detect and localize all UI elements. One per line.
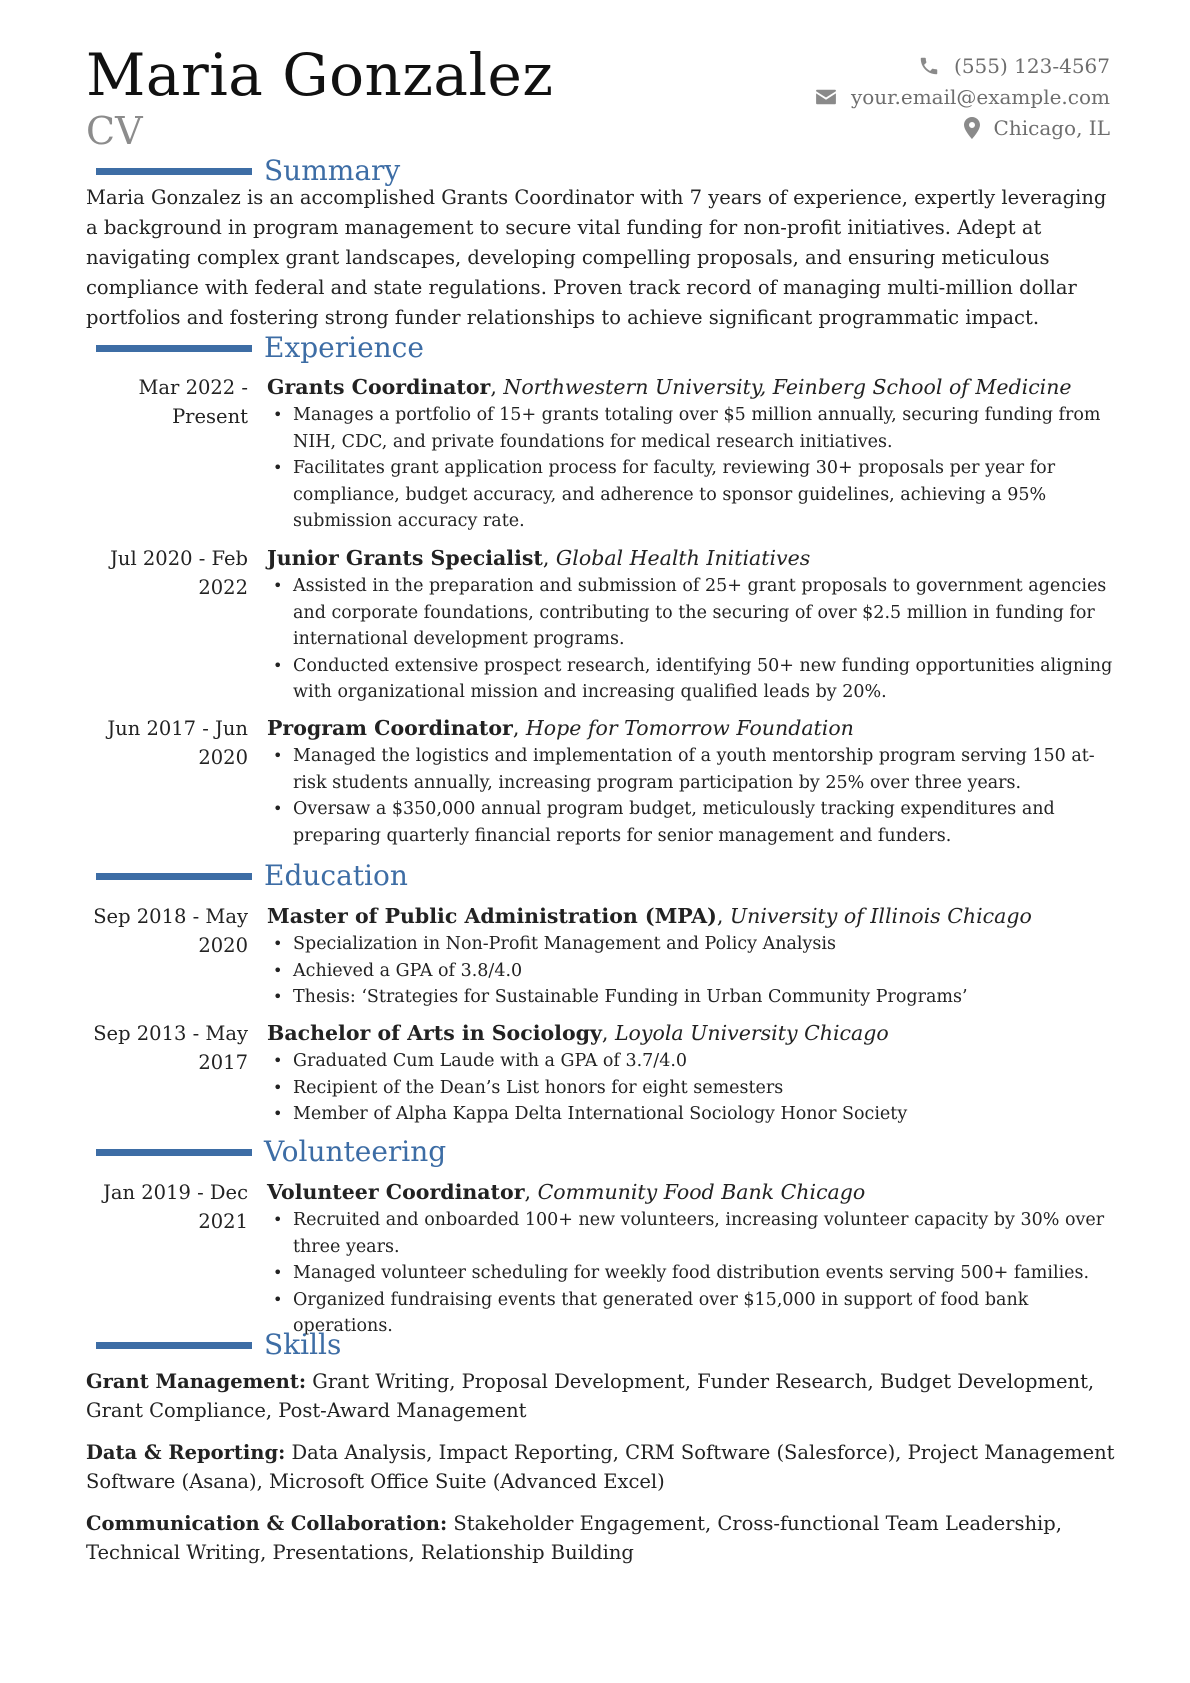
map-pin-icon xyxy=(964,117,980,139)
contact-phone xyxy=(815,50,1110,81)
entry-bullets xyxy=(267,931,1127,1011)
section-accent-bar xyxy=(96,1149,252,1156)
section-title: Summary xyxy=(264,154,401,187)
entry-heading: Grants Coordinator, Northwestern University, Feinberg School of Medicine xyxy=(267,375,1072,399)
summary-paragraph: Maria Gonzalez is an accomplished Grants Coordinator with 7 years of experience, expertly leveraging a background in program management to secure vital funding for non-profit initiatives. Adept at navigating complex grant landscapes, developing compelling proposals, and ensuring meticulous compliance with federal and state regulations. Proven track record of managing multi-million dollar portfolios and fostering strong funder relationships to achieve significant programmatic impact. xyxy=(86,186,1107,329)
skill-category: Data & Reporting: xyxy=(86,1441,286,1464)
bullet-item: • Manages a portfolio of 15+ grants totaling over $5 million annually, securing funding from NIH, CDC, and private foundations for medical research initiatives. xyxy=(293,402,1127,455)
skill-items: Grant Writing, Proposal Development, Funder Research, Budget Development, Grant Compliance, Post-Award Management xyxy=(86,1370,1095,1422)
skills-list xyxy=(86,1367,1126,1580)
entry-role: Program Coordinator xyxy=(267,716,513,740)
entry-heading: Program Coordinator, Hope for Tomorrow Foundation xyxy=(267,716,854,740)
section-accent-bar xyxy=(96,168,252,175)
entry-role: Grants Coordinator xyxy=(267,375,491,399)
section-accent-bar xyxy=(96,1342,252,1349)
entry-organization: Northwestern University, Feinberg School of Medicine xyxy=(503,375,1072,399)
section-heading-skills xyxy=(96,1328,341,1362)
document-subtitle: CV xyxy=(86,109,143,153)
section-title: Skills xyxy=(264,1328,342,1361)
envelope-icon xyxy=(815,88,837,106)
skill-category: Grant Management: xyxy=(86,1370,307,1393)
bullet-item: • Recruited and onboarded 100+ new volunteers, increasing volunteer capacity by 30% over three years. xyxy=(293,1207,1127,1260)
entry-date: Sep 2018 - May 2020 xyxy=(93,905,248,957)
bullet-item: • Organized fundraising events that generated over $15,000 in support of food bank operations. xyxy=(293,1287,1127,1340)
bullet-item: • Thesis: ‘Strategies for Sustainable Funding in Urban Community Programs’ xyxy=(293,984,1127,1011)
bullet-item: • Facilitates grant application process for faculty, reviewing 30+ proposals per year for compliance, budget accuracy, and adherence to sponsor guidelines, achieving a 95% submission accuracy rate. xyxy=(293,455,1127,535)
bullet-item: • Oversaw a $350,000 annual program budget, meticulously tracking expenditures and preparing quarterly financial reports for senior management and funders. xyxy=(293,796,1127,849)
entry-organization: Global Health Initiatives xyxy=(555,546,811,570)
section-heading-experience xyxy=(96,331,424,365)
phone-number[interactable]: (555) 123-4567 xyxy=(954,53,1110,78)
skill-items: Data Analysis, Impact Reporting, CRM Software (Salesforce), Project Management Software (Asana), Microsoft Office Suite (Advanced Excel) xyxy=(86,1441,1115,1493)
bullet-item: • Assisted in the preparation and submission of 25+ grant proposals to government agencies and corporate foundations, contributing to the securing of over $2.5 million in funding for international development programs. xyxy=(293,573,1127,653)
email-address[interactable]: your.email@example.com xyxy=(850,84,1110,109)
entry-bullets xyxy=(267,402,1127,535)
entry-heading: Master of Public Administration (MPA), University of Illinois Chicago xyxy=(267,904,1032,928)
location-text: Chicago, IL xyxy=(993,115,1110,140)
skill-category: Communication & Collaboration: xyxy=(86,1512,448,1535)
section-accent-bar xyxy=(96,873,252,880)
entry-heading: Volunteer Coordinator, Community Food Bank Chicago xyxy=(267,1180,866,1204)
bullet-item: • Managed volunteer scheduling for weekly food distribution events serving 500+ families. xyxy=(293,1260,1127,1287)
skill-group xyxy=(86,1367,1126,1425)
entry-organization: Community Food Bank Chicago xyxy=(537,1180,866,1204)
section-heading-volunteering xyxy=(96,1135,446,1169)
candidate-name: Maria Gonzalez xyxy=(86,41,554,109)
entry-date: Sep 2013 - May 2017 xyxy=(93,1022,248,1074)
entry-heading: Bachelor of Arts in Sociology, Loyola University Chicago xyxy=(267,1021,889,1045)
phone-icon xyxy=(918,55,940,77)
entry-bullets xyxy=(267,743,1127,849)
entry-date: Jun 2017 - Jun 2020 xyxy=(107,717,248,769)
entry-bullets xyxy=(267,1048,1127,1128)
bullet-item: • Recipient of the Dean’s List honors for eight semesters xyxy=(293,1075,1127,1102)
section-title: Volunteering xyxy=(264,1135,447,1168)
entry-heading: Junior Grants Specialist, Global Health Initiatives xyxy=(267,546,811,570)
entry-organization: Hope for Tomorrow Foundation xyxy=(525,716,854,740)
skill-items: Stakeholder Engagement, Cross-functional Team Leadership, Technical Writing, Presentations, Relationship Building xyxy=(86,1512,1062,1564)
contact-email xyxy=(815,81,1110,112)
bullet-item: • Achieved a GPA of 3.8/4.0 xyxy=(293,958,1127,985)
entry-institution: Loyola University Chicago xyxy=(614,1021,889,1045)
entry-institution: University of Illinois Chicago xyxy=(729,904,1032,928)
skill-group xyxy=(86,1509,1126,1567)
entry-degree: Bachelor of Arts in Sociology xyxy=(267,1021,602,1045)
contact-location xyxy=(815,112,1110,143)
bullet-item: • Graduated Cum Laude with a GPA of 3.7/4.0 xyxy=(293,1048,1127,1075)
contact-info xyxy=(815,50,1110,143)
section-title: Education xyxy=(264,859,408,892)
bullet-item: • Member of Alpha Kappa Delta International Sociology Honor Society xyxy=(293,1101,1127,1128)
entry-role: Junior Grants Specialist xyxy=(267,546,543,570)
skill-group xyxy=(86,1438,1126,1496)
bullet-item: • Managed the logistics and implementation of a youth mentorship program serving 150 at-risk students annually, increasing program participation by 25% over three years. xyxy=(293,743,1127,796)
entry-date: Mar 2022 - Present xyxy=(138,376,248,428)
entry-degree: Master of Public Administration (MPA) xyxy=(267,904,717,928)
section-title: Experience xyxy=(264,331,424,364)
bullet-item: • Specialization in Non-Profit Management and Policy Analysis xyxy=(293,931,1127,958)
bullet-item: • Conducted extensive prospect research, identifying 50+ new funding opportunities aligning with organizational mission and increasing qualified leads by 20%. xyxy=(293,653,1127,706)
entry-date: Jan 2019 - Dec 2021 xyxy=(103,1181,248,1233)
section-heading-education xyxy=(96,859,408,893)
section-accent-bar xyxy=(96,345,252,352)
entry-date: Jul 2020 - Feb 2022 xyxy=(110,547,248,599)
entry-bullets xyxy=(267,1207,1127,1340)
entry-role: Volunteer Coordinator xyxy=(267,1180,525,1204)
entry-bullets xyxy=(267,573,1127,706)
